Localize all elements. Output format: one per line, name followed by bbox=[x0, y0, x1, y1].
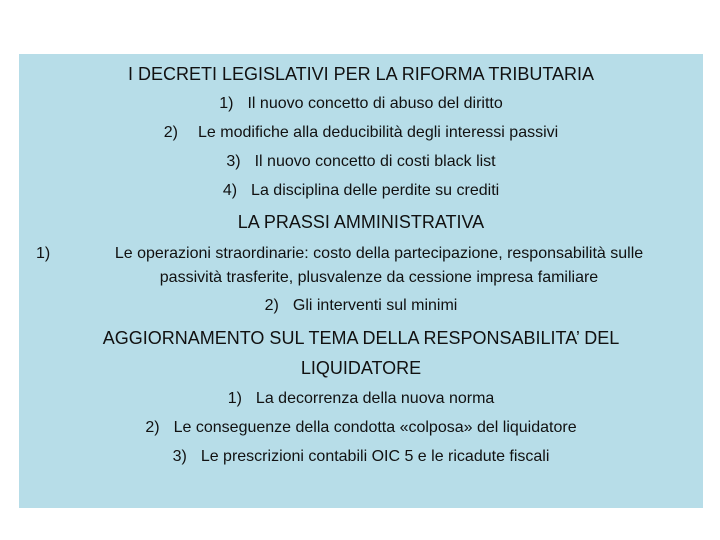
item-text: La disciplina delle perdite su crediti bbox=[251, 182, 500, 199]
section2-title: LA PRASSI AMMINISTRATIVA bbox=[237, 212, 485, 232]
section3-item-1 bbox=[19, 389, 703, 409]
section2-item-1-line1: Le operazioni straordinarie: costo della partecipazione, responsabilità sulle bbox=[114, 245, 644, 262]
item-number: 4) bbox=[222, 182, 238, 199]
section3-item-3 bbox=[19, 447, 703, 467]
item-text: Le modifiche alla deducibilità degli interessi passivi bbox=[198, 124, 559, 141]
item-number: 2) bbox=[163, 124, 179, 141]
item-text: La decorrenza della nuova norma bbox=[255, 390, 495, 407]
item-text: Gli interventi sul minimi bbox=[292, 297, 458, 314]
item-number: 3) bbox=[226, 153, 241, 170]
section3-title-line1: AGGIORNAMENTO SUL TEMA DELLA RESPONSABILITA’ DEL bbox=[102, 328, 620, 348]
item-text: Il nuovo concetto di abuso del diritto bbox=[247, 95, 503, 112]
item-number: 1) bbox=[219, 95, 234, 112]
section1-item-3 bbox=[19, 152, 703, 172]
item-number: 3) bbox=[172, 448, 187, 465]
item-text: Le conseguenze della condotta «colposa» del liquidatore bbox=[173, 419, 577, 436]
section2-item-2 bbox=[19, 296, 703, 316]
section1-title: I DECRETI LEGISLATIVI PER LA RIFORMA TRIBUTARIA bbox=[127, 64, 595, 84]
section3-title-line2: LIQUIDATORE bbox=[300, 358, 422, 378]
slide-panel bbox=[19, 54, 703, 508]
item-number: 2) bbox=[145, 419, 160, 436]
section3-item-2 bbox=[19, 418, 703, 438]
section1-item-4 bbox=[19, 181, 703, 201]
item-text: Il nuovo concetto di costi black list bbox=[254, 153, 496, 170]
item-number: 1) bbox=[227, 390, 242, 407]
section1-item-1 bbox=[19, 94, 703, 114]
section2-item-1-number: 1) bbox=[36, 245, 51, 262]
section1-item-2 bbox=[19, 123, 703, 143]
section2-item-1-line2: passività trasferite, plusvalenze da cessione impresa familiare bbox=[159, 269, 599, 286]
item-number: 2) bbox=[264, 297, 279, 314]
item-text: Le prescrizioni contabili OIC 5 e le ricadute fiscali bbox=[200, 448, 550, 465]
